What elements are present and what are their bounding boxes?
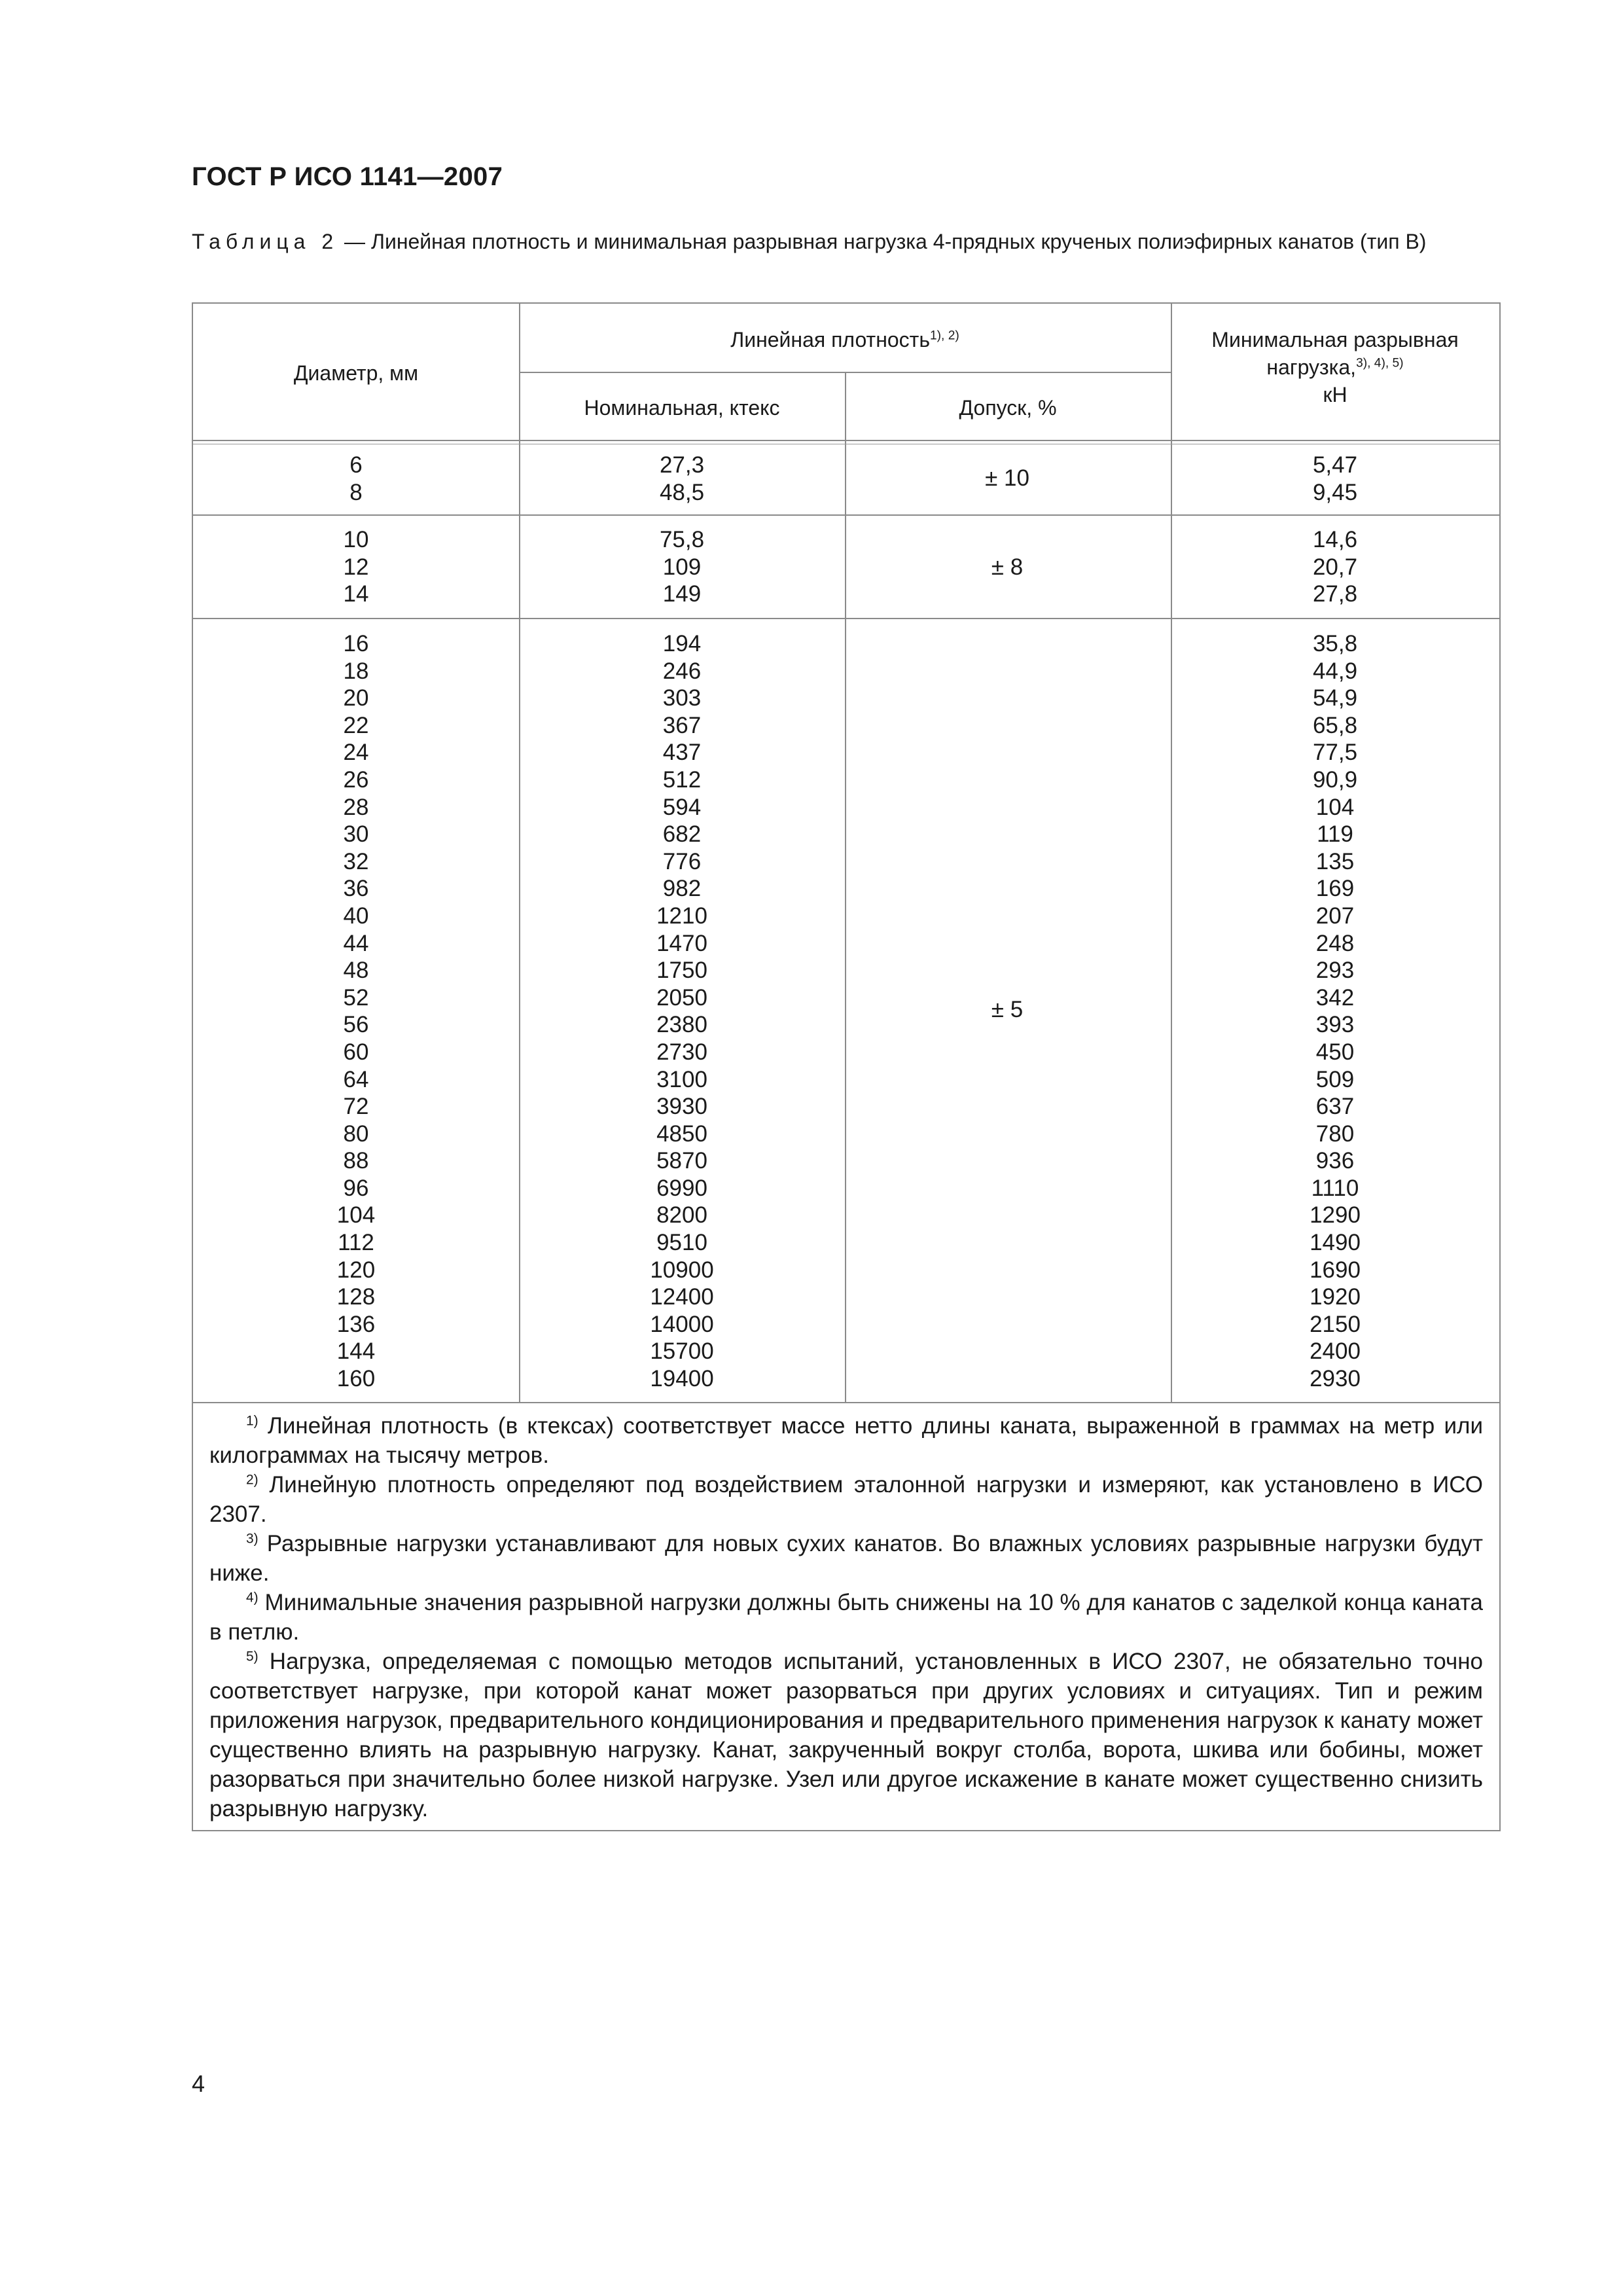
footnote: [209, 1647, 1483, 1823]
document-code-header: ГОСТ Р ИСО 1141—2007: [192, 162, 503, 191]
footnote-ref: 2): [246, 1472, 259, 1488]
footnote-text: Нагрузка, определяемая с помощью методов испытаний, установленных в ИСО 2307, не обязательно точно соответствует нагрузке, при которой канат может разорваться при других условиях и ситуациях. Тип и режим приложения нагрузок, предварительного кондиционирования и предварительного применения нагрузок к канату может существенно влиять на разрывную нагрузку. Канат, закрученный вокруг столба, ворота, шкива или бобины, может разорваться при значительно более низкой нагрузке. Узел или другое искажение в канате может существенно снизить разрывную нагрузку.: [209, 1649, 1483, 1821]
table-group-divider: [193, 618, 1499, 619]
group3-diameters: 16 18 20 22 24 26 28 30 32 36 40 44 48 52 56 60 64 72 80 88 96 104 112 120 128 136 144 160: [336, 631, 376, 1392]
group2-densities: 75,8 109 149: [659, 527, 705, 607]
table-caption-label: Таблица 2: [192, 230, 339, 253]
header-min-load-unit: кН: [1323, 383, 1347, 406]
table-caption-text: — Линейная плотность и минимальная разрывная нагрузка 4-прядных крученых полиэфирных канатов (тип В): [338, 230, 1427, 253]
footnote-text: Минимальные значения разрывной нагрузки должны быть снижены на 10 % для канатов с заделкой конца каната в петлю.: [209, 1590, 1483, 1645]
header-min-load-label: нагрузка,: [1266, 355, 1357, 379]
header-min-load: [1171, 326, 1499, 408]
header-min-load-line2: [1171, 353, 1499, 381]
header-linear-density-label: Линейная плотность: [730, 328, 930, 351]
table-header-bottom: [193, 440, 1499, 441]
table-col-divider: [845, 373, 846, 1403]
header-min-load-line1: Минимальная разрывная: [1211, 328, 1459, 351]
group3-tolerance: ± 5: [991, 997, 1024, 1022]
header-linear-density-refs: 1), 2): [930, 329, 959, 343]
footnote: [209, 1529, 1483, 1588]
table-footnotes: [209, 1411, 1483, 1823]
footnote-text: Линейная плотность (в ктексах) соответствует массе нетто длины каната, выраженной в граммах на метр или килограммах на тысячу метров.: [209, 1413, 1483, 1468]
header-diameter: Диаметр, мм: [293, 361, 419, 385]
footnote-ref: 5): [246, 1649, 259, 1664]
header-linear-density: [519, 326, 1171, 353]
group1-diameters: 6 8: [349, 452, 363, 505]
footnote: [209, 1588, 1483, 1647]
group1-tolerance: ± 10: [985, 465, 1029, 491]
table-notes-divider: [193, 1402, 1499, 1403]
footnote-ref: 4): [246, 1590, 259, 1605]
group2-diameters: 10 12 14: [343, 527, 369, 607]
page-number: 4: [192, 2070, 205, 2097]
group2-tolerance: ± 8: [991, 554, 1024, 580]
group3-densities: 194 246 303 367 437 512 594 682 776 982 1210 1470 1750 2050 2380 2730 3100 3930 4850 5870 6990 8200 9510 10900 12400 14000 15700 19400: [650, 631, 714, 1392]
footnote-ref: 1): [246, 1413, 259, 1429]
table-header-divider: [519, 372, 1171, 373]
footnote-text: Линейную плотность определяют под воздействием эталонной нагрузки и измеряют, как установлено в ИСО 2307.: [209, 1472, 1483, 1527]
group1-densities: 27,3 48,5: [659, 452, 705, 505]
table-group-divider: [193, 514, 1499, 516]
footnote-text: Разрывные нагрузки устанавливают для новых сухих канатов. Во влажных условиях разрывные нагрузки будут ниже.: [209, 1531, 1483, 1586]
group3-loads: 35,8 44,9 54,9 65,8 77,5 90,9 104 119 135 169 207 248 293 342 393 450 509 637 780 936 1110 1290 1490 1690 1920 2150 2400 2930: [1310, 631, 1361, 1392]
footnote-ref: 3): [246, 1531, 259, 1547]
header-tolerance: Допуск, %: [959, 396, 1057, 420]
footnote: [209, 1411, 1483, 1470]
header-nominal: Номинальная, ктекс: [584, 396, 780, 420]
table-caption: [192, 228, 1494, 255]
group2-loads: 14,6 20,7 27,8: [1312, 527, 1358, 607]
group1-loads: 5,47 9,45: [1312, 452, 1358, 505]
header-min-load-refs: 3), 4), 5): [1356, 356, 1404, 370]
footnote: [209, 1470, 1483, 1529]
